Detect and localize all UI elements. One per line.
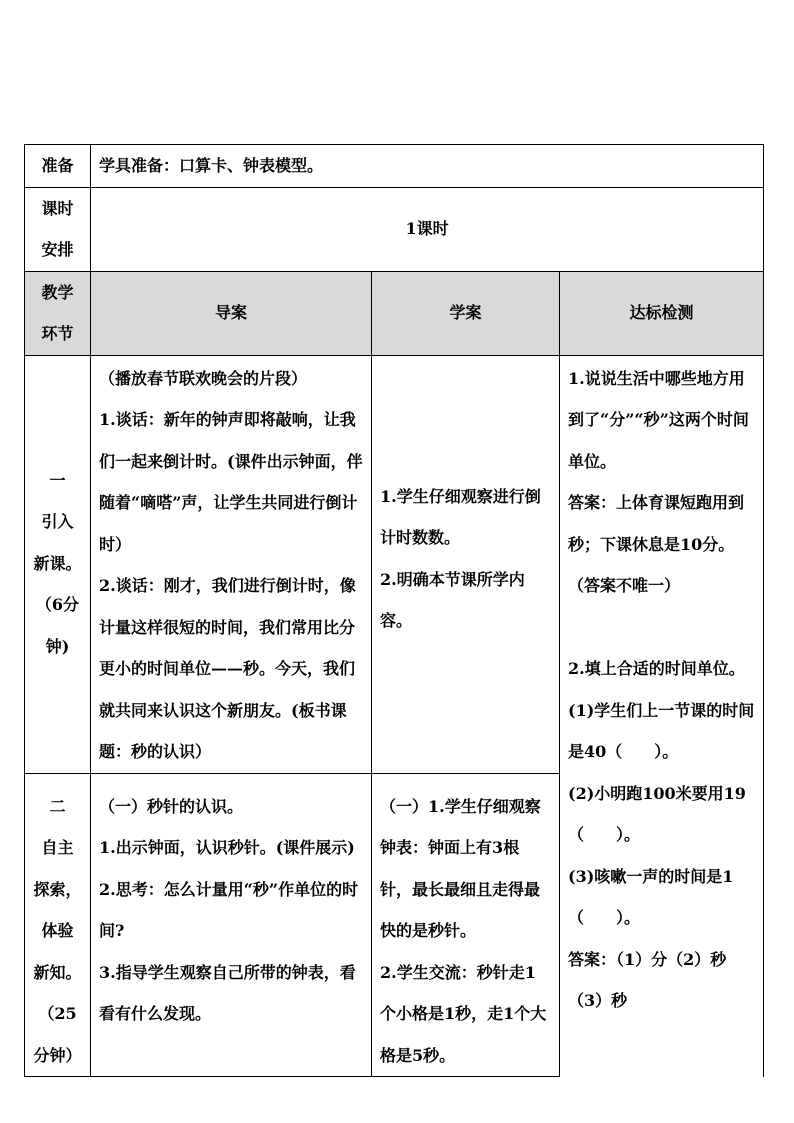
stage1-label: 一 引入 新课。 （6分 钟) xyxy=(25,355,91,773)
header-check: 达标检测 xyxy=(560,271,764,355)
hours-content: 1课时 xyxy=(91,187,764,271)
prep-content: 学具准备：口算卡、钟表模型。 xyxy=(91,145,764,188)
row-stage1 xyxy=(25,355,764,773)
prep-label: 准备 xyxy=(25,145,91,188)
header-study: 学案 xyxy=(372,271,560,355)
row-header xyxy=(25,271,764,355)
header-label: 教学 环节 xyxy=(25,271,91,355)
stage2-label: 二 自主 探索， 体验 新知。 （25 分钟） xyxy=(25,773,91,1077)
stage1-guide: （播放春节联欢晚会的片段） 1.谈话：新年的钟声即将敲响，让我们一起来倒计时。(课件出示钟面，伴随着“嘀嗒”声，让学生共同进行倒计时） 2.谈话：刚才，我们进行倒计时，像计量这样很短的时间，我们常用比分更小的时间单位——秒。今天，我们就共同来认识这个新朋友。(板书课题：秒的认识） xyxy=(91,355,372,773)
check-column: 1.说说生活中哪些地方用到了“分”“秒”这两个时间单位。 答案：上体育课短跑用到秒；下课休息是10分。 （答案不唯一） 2.填上合适的时间单位。 (1)学生们上一节课的时间是40（ ）。 (2)小明跑100米要用19（ ）。 (3)咳嗽一声的时间是1（ ）。 答案：（1）分（2）秒（3）秒 xyxy=(560,355,764,1077)
hours-label: 课时 安排 xyxy=(25,187,91,271)
row-prep xyxy=(25,145,764,188)
stage2-study: （一）1.学生仔细观察钟表：钟面上有3根针，最长最细且走得最快的是秒针。 2.学生交流：秒针走1个小格是1秒，走1个大格是5秒。 xyxy=(372,773,560,1077)
header-guide: 导案 xyxy=(91,271,372,355)
row-hours xyxy=(25,187,764,271)
stage2-guide: （一）秒针的认识。 1.出示钟面，认识秒针。(课件展示) 2.思考：怎么计量用“秒”作单位的时间? 3.指导学生观察自己所带的钟表，看看有什么发现。 xyxy=(91,773,372,1077)
lesson-plan-table xyxy=(24,144,764,1077)
stage1-study: 1.学生仔细观察进行倒计时数数。 2.明确本节课所学内容。 xyxy=(372,355,560,773)
